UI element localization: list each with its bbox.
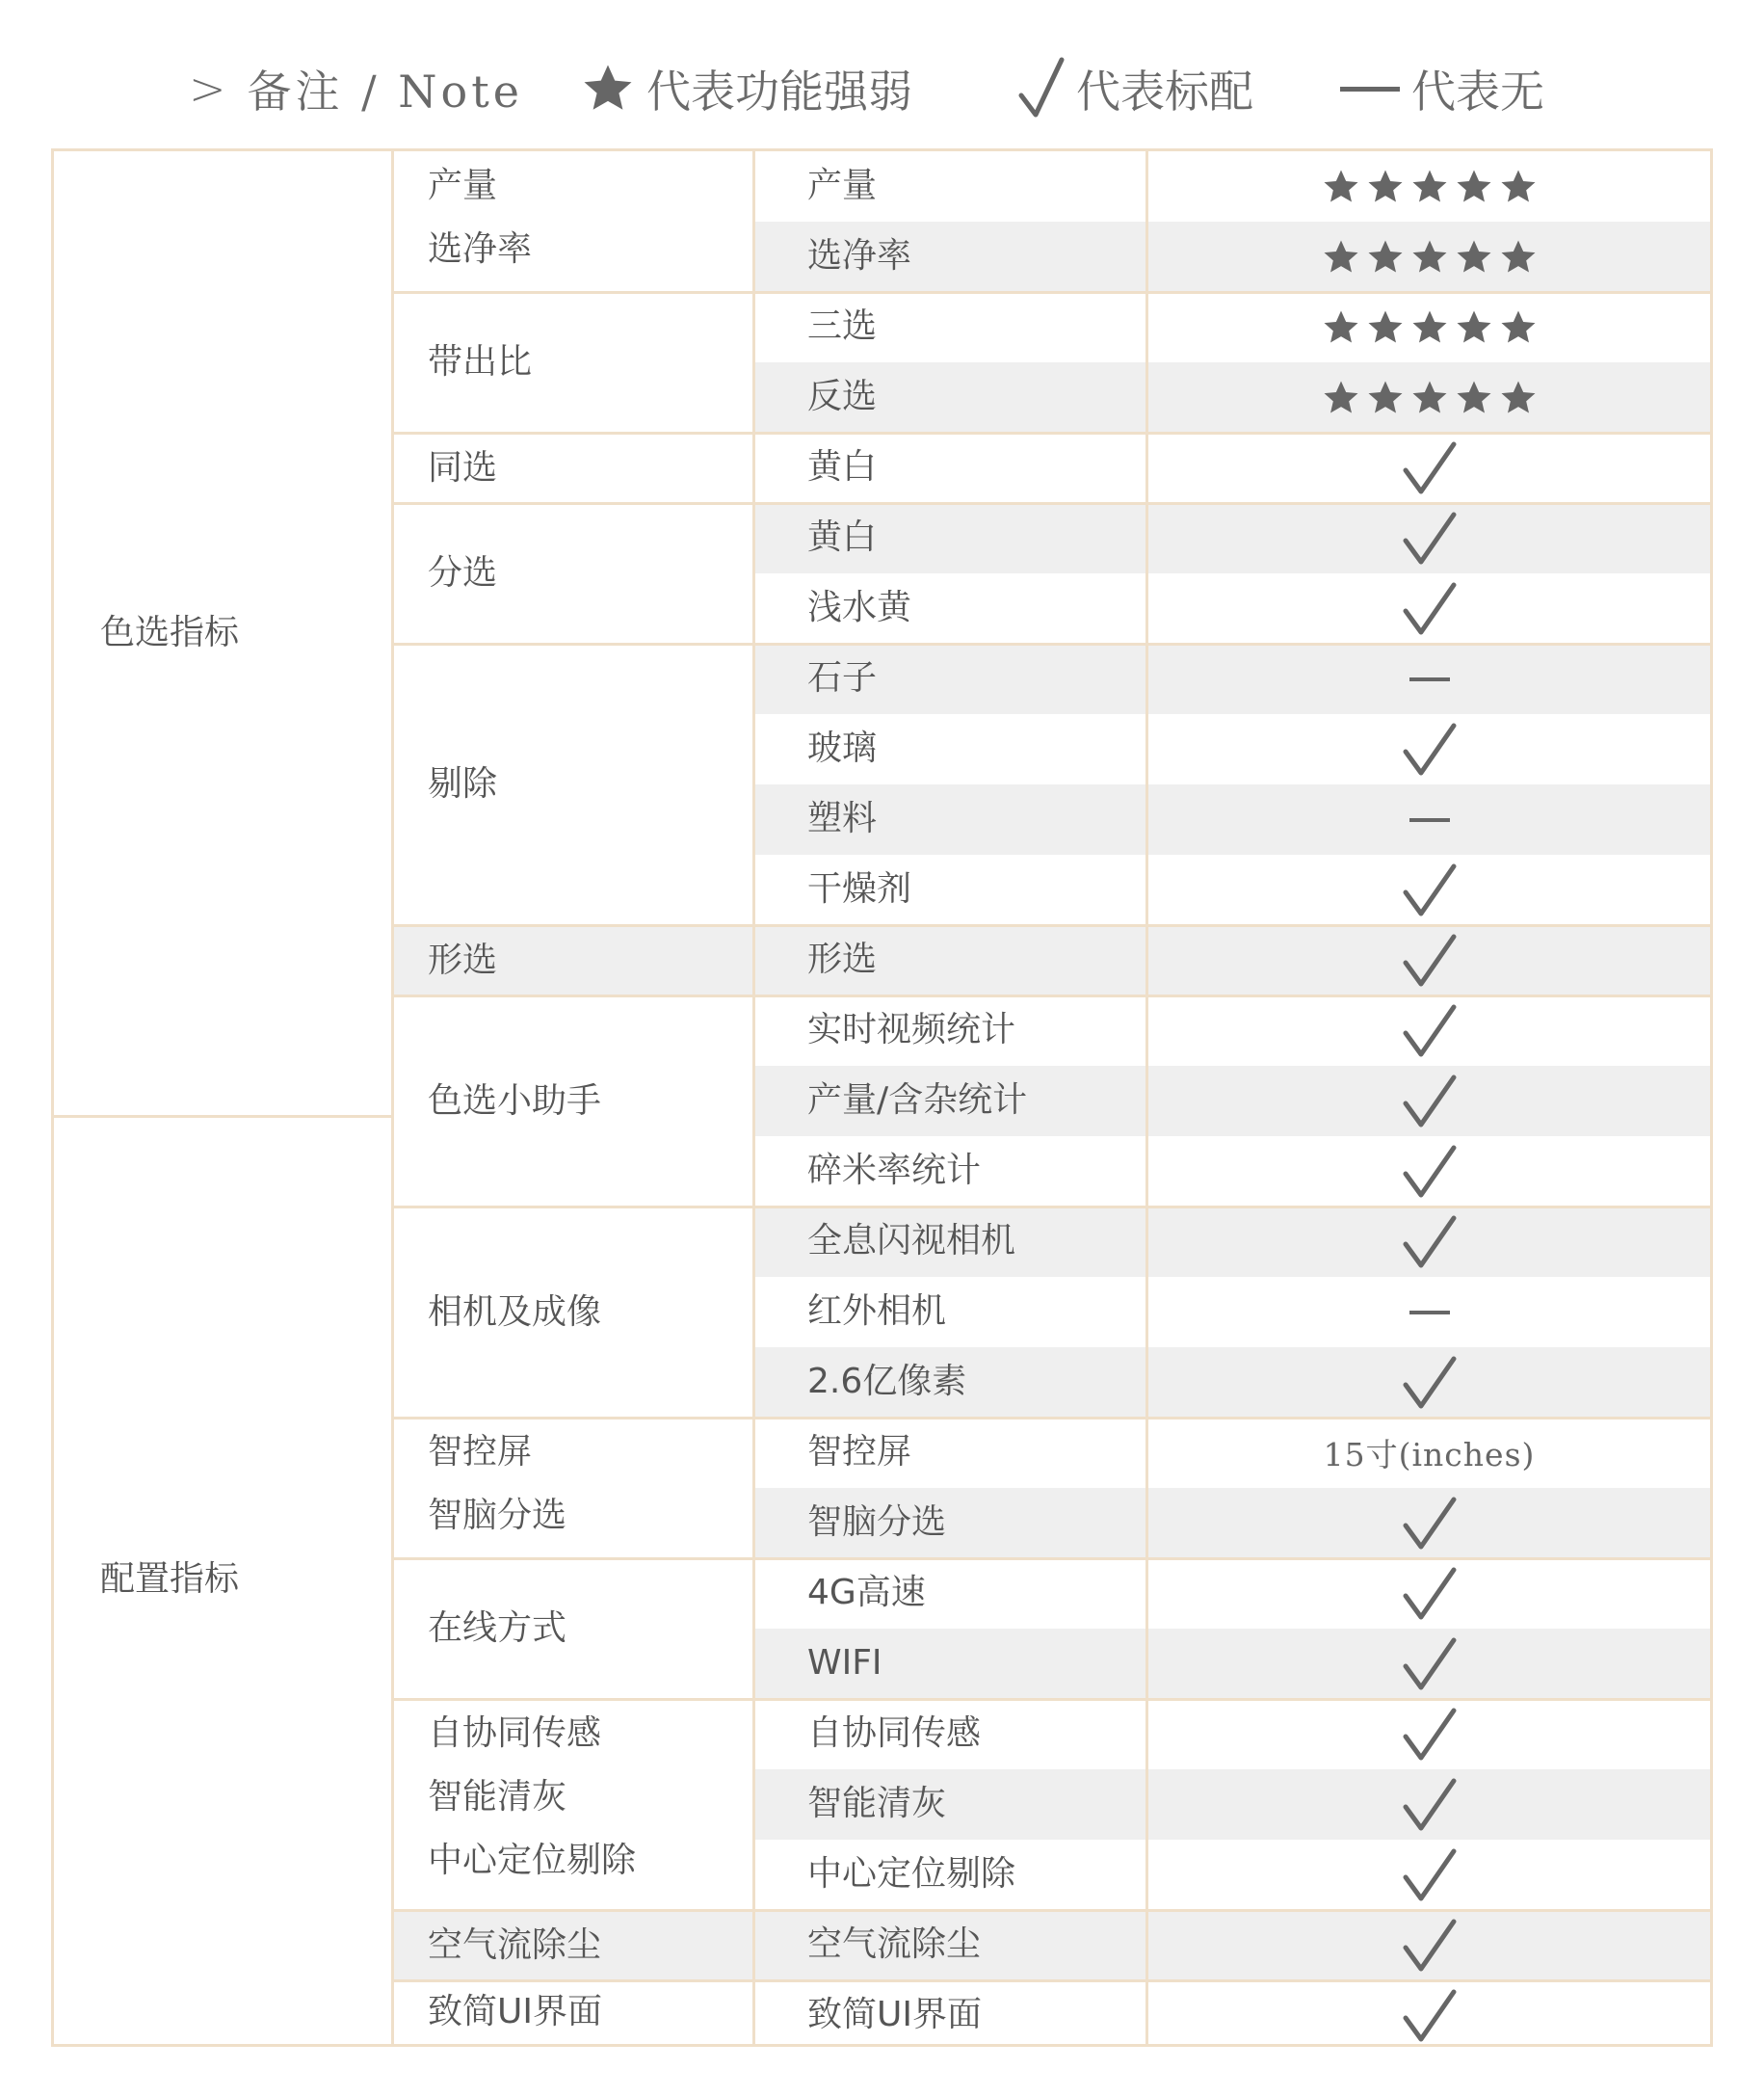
feature-label: 三选	[807, 306, 878, 346]
feature-value	[1148, 855, 1710, 925]
star-icon	[1363, 308, 1408, 347]
star-icon	[1496, 168, 1540, 206]
legend-note	[189, 57, 523, 120]
feature-label: 碎米率统计	[807, 1151, 982, 1190]
feature-value	[1148, 1347, 1710, 1418]
star-icon	[1319, 168, 1363, 206]
feature-value	[1148, 1769, 1710, 1840]
rating-stars	[1148, 362, 1710, 433]
star-icon	[1319, 238, 1363, 277]
legend-note-label: 备注 / Note	[247, 66, 523, 118]
feature-label: 智能清灰	[807, 1784, 947, 1823]
feature-value	[1148, 1910, 1710, 1980]
group-label: 中心定位剔除	[428, 1841, 637, 1880]
star-icon	[1363, 379, 1408, 417]
group-label: 带出比	[428, 342, 533, 382]
legend-check-label: 代表标配	[1075, 66, 1253, 118]
check-icon	[1402, 441, 1458, 495]
feature-label: 玻璃	[807, 729, 878, 768]
group-label: 产量	[428, 166, 498, 205]
feature-value	[1148, 1840, 1710, 1910]
group-label: 在线方式	[428, 1608, 567, 1648]
star-icon	[1408, 168, 1452, 206]
group-label: 剔除	[428, 764, 498, 804]
feature-label: 2.6亿像素	[807, 1362, 967, 1401]
feature-label: 智控屏	[807, 1432, 912, 1472]
rating-stars	[1148, 151, 1710, 222]
legend-check	[1018, 57, 1253, 120]
feature-value	[1148, 573, 1710, 644]
feature-label: 浅水黄	[807, 588, 912, 627]
check-icon	[1402, 1989, 1458, 2043]
feature-value	[1148, 1699, 1710, 1769]
legend-dash	[1340, 57, 1544, 120]
group-label: 相机及成像	[428, 1291, 602, 1332]
feature-value	[1148, 1629, 1710, 1699]
star-icon	[1408, 379, 1452, 417]
category-label: 色选指标	[100, 613, 240, 652]
legend	[189, 50, 1544, 127]
feature-value	[1148, 433, 1710, 503]
star-icon	[1408, 308, 1452, 347]
feature-value	[1148, 1277, 1710, 1347]
check-icon	[1402, 582, 1458, 636]
group-label: 色选小助手	[428, 1080, 602, 1121]
feature-label: 红外相机	[807, 1291, 947, 1331]
legend-star	[581, 57, 912, 120]
feature-label: 黄白	[807, 447, 878, 487]
star-icon	[1452, 168, 1496, 206]
feature-value	[1148, 644, 1710, 714]
feature-value	[1148, 1136, 1710, 1207]
feature-label: 智脑分选	[807, 1502, 947, 1542]
star-icon	[1363, 238, 1408, 277]
star-icon	[1319, 379, 1363, 417]
feature-label: 产量/含杂统计	[807, 1080, 1028, 1120]
check-icon	[1402, 512, 1458, 566]
rating-stars	[1148, 222, 1710, 292]
star-icon	[581, 62, 635, 116]
star-icon	[1408, 238, 1452, 277]
check-icon	[1402, 1778, 1458, 1832]
feature-value	[1148, 925, 1710, 995]
legend-dash-label: 代表无	[1410, 66, 1544, 118]
check-icon	[1402, 1708, 1458, 1762]
rating-stars	[1148, 292, 1710, 362]
legend-star-label: 代表功能强弱	[645, 66, 912, 118]
check-icon	[1402, 723, 1458, 777]
group-label: 空气流除尘	[428, 1924, 602, 1965]
star-icon	[1452, 379, 1496, 417]
feature-value	[1148, 1488, 1710, 1558]
star-icon	[1496, 308, 1540, 347]
feature-value	[1148, 503, 1710, 573]
check-icon	[1402, 1497, 1458, 1551]
dash-icon	[1409, 675, 1450, 684]
star-icon	[1319, 308, 1363, 347]
feature-value	[1148, 1980, 1710, 2051]
value-text: 15寸(inches)	[1323, 1436, 1536, 1473]
group-label: 分选	[428, 553, 498, 593]
check-icon	[1402, 934, 1458, 988]
group-label: 同选	[428, 447, 498, 488]
check-icon	[1018, 57, 1065, 120]
feature-label: 4G高速	[807, 1573, 926, 1612]
feature-label: 选净率	[807, 236, 912, 276]
feature-label: 干燥剂	[807, 869, 912, 909]
dash-icon	[1409, 1308, 1450, 1317]
feature-label: 反选	[807, 377, 878, 416]
group-label: 智能清灰	[428, 1777, 567, 1817]
feature-label: 石子	[807, 658, 878, 698]
check-icon	[1402, 1145, 1458, 1199]
feature-value	[1148, 714, 1710, 784]
check-icon	[1402, 1356, 1458, 1410]
feature-value	[1148, 995, 1710, 1066]
check-icon	[1402, 863, 1458, 917]
star-icon	[1496, 238, 1540, 277]
star-icon	[1452, 308, 1496, 347]
group-label: 自协同传感	[428, 1713, 602, 1753]
feature-label: 中心定位剔除	[807, 1854, 1016, 1894]
check-icon	[1402, 1637, 1458, 1691]
dash-icon	[1409, 815, 1450, 825]
feature-label: 形选	[807, 940, 878, 979]
feature-label: 产量	[807, 166, 878, 205]
feature-label: 空气流除尘	[807, 1924, 982, 1964]
feature-value	[1148, 1066, 1710, 1136]
check-icon	[1402, 1919, 1458, 1973]
column-divider	[391, 151, 394, 2044]
feature-label: 自协同传感	[807, 1713, 982, 1753]
feature-label: 黄白	[807, 517, 878, 557]
feature-label: 塑料	[807, 799, 878, 838]
group-label: 选净率	[428, 229, 533, 269]
star-icon	[1496, 379, 1540, 417]
group-label: 致简UI界面	[428, 1992, 602, 2031]
check-icon	[1402, 1567, 1458, 1621]
spec-table	[51, 148, 1713, 2047]
star-icon	[1363, 168, 1408, 206]
feature-value	[1148, 1418, 1710, 1488]
chevron-right-icon: >	[189, 63, 226, 115]
feature-value	[1148, 1558, 1710, 1629]
feature-label: 全息闪视相机	[807, 1221, 1016, 1260]
category-label: 配置指标	[100, 1559, 240, 1599]
feature-value	[1148, 784, 1710, 855]
dash-icon	[1340, 79, 1400, 98]
feature-label: WIFI	[807, 1643, 882, 1683]
feature-value	[1148, 1207, 1710, 1277]
star-icon	[1452, 238, 1496, 277]
feature-label: 实时视频统计	[807, 1010, 1016, 1049]
check-icon	[1402, 1215, 1458, 1269]
feature-label: 致简UI界面	[807, 1995, 982, 2034]
check-icon	[1402, 1848, 1458, 1902]
column-divider	[752, 151, 755, 2044]
group-label: 智控屏	[428, 1432, 533, 1472]
check-icon	[1402, 1075, 1458, 1128]
group-label: 形选	[428, 940, 498, 980]
category-divider	[54, 1115, 391, 1118]
check-icon	[1402, 1004, 1458, 1058]
group-label: 智脑分选	[428, 1496, 567, 1535]
